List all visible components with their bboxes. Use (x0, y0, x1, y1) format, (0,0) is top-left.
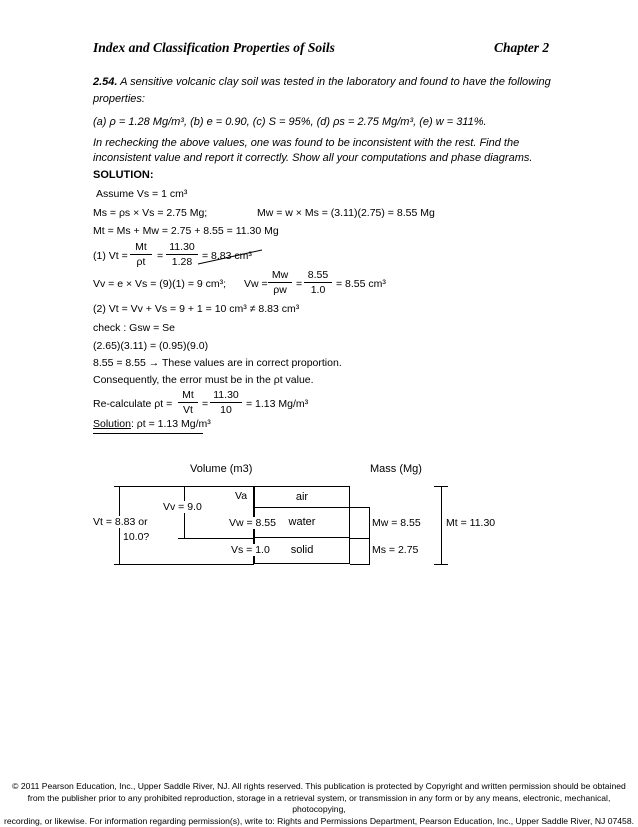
strikethrough-mark (196, 246, 266, 266)
vw-label: Vw = 8.55 (229, 517, 276, 529)
problem-statement (93, 76, 551, 88)
final-underline (93, 433, 203, 434)
mw-equation: Mw = w × Ms = (3.11)(2.75) = 8.55 Mg (257, 207, 435, 219)
air-label: air (255, 491, 349, 503)
footer-line-2: from the publisher prior to any prohibited reproduction, storage in a retrieval system, or transmission in any form or by any means, electronic, mechanical, photocopying, (0, 793, 638, 816)
mw-label: Mw = 8.55 (372, 517, 421, 529)
vw-fraction (268, 269, 292, 296)
vw-numerator-2: 8.55 (304, 269, 332, 281)
footer-line-1: © 2011 Pearson Education, Inc., Upper Saddle River, NJ. All rights reserved. This publication is protected by Copyright and written permission should be obtained (0, 781, 638, 793)
footer-line-3: recording, or likewise. For information regarding permission(s), write to: Rights and Permissions Department, Pearson Education, Inc., Upper Saddle River, NJ 07458. (0, 816, 638, 827)
vt-result: = 8.83 cm³ (202, 250, 252, 262)
vt-label: Vt = 8.83 or (93, 516, 148, 528)
vs-label: Vs = 1.0 (231, 544, 270, 556)
conclusion-line: Consequently, the error must be in the ρt value. (93, 374, 314, 386)
recheck-line-1: In rechecking the above values, one was found to be inconsistent with the rest. Find the (93, 137, 519, 149)
properties-list: (a) ρ = 1.28 Mg/m³, (b) e = 0.90, (c) S = 95%, (d) ρs = 2.75 Mg/m³, (e) w = 311%. (93, 116, 487, 128)
statement-line-2: properties: (93, 93, 145, 105)
mw-top-tick (350, 507, 370, 508)
copyright-footer (0, 781, 638, 827)
final-solution-label: Solution (93, 418, 131, 430)
ms-label: Ms = 2.75 (372, 544, 418, 556)
vt-sum-equation: (2) Vt = Vv + Vs = 9 + 1 = 10 cm³ ≠ 8.83 cm³ (93, 303, 299, 315)
recheck-line-2: inconsistent value and report it correctly. Show all your computations and phase diagrams. (93, 152, 532, 164)
vw-fraction-2 (304, 269, 332, 296)
vt-fraction-2 (166, 241, 198, 268)
recalc-fraction (178, 389, 198, 416)
check-result: 8.55 = 8.55 → These values are in correct proportion. (93, 357, 342, 369)
vt-denominator-2: 1.28 (166, 256, 198, 268)
air-phase-box (254, 486, 350, 508)
vt-bottom-tick (114, 564, 254, 565)
vw-equals: = (296, 278, 302, 290)
vw-prefix: Vw = (244, 278, 268, 290)
page-header-chapter: Chapter 2 (494, 40, 549, 56)
vw-denominator: ρw (268, 284, 292, 296)
vv-label: Vv = 9.0 (163, 501, 202, 513)
vt-numerator: Mt (130, 241, 152, 253)
check-line: check : Gsw = Se (93, 322, 175, 334)
vt-denominator: ρt (130, 256, 152, 268)
solution-heading: SOLUTION: (93, 169, 154, 181)
vt-prefix: (1) Vt = (93, 250, 128, 262)
recalc-numerator-2: 11.30 (210, 389, 242, 401)
final-solution-value: : ρt = 1.13 Mg/m³ (131, 418, 211, 430)
vv-bottom-tick (178, 538, 254, 539)
recalc-numerator: Mt (178, 389, 198, 401)
vw-result: = 8.55 cm³ (336, 278, 386, 290)
recalc-result: = 1.13 Mg/m³ (246, 398, 308, 410)
mass-dimension-line (369, 507, 370, 564)
final-solution (93, 418, 211, 430)
problem-number: 2.54. (93, 76, 117, 88)
check-numbers: (2.65)(3.11) = (0.95)(9.0) (93, 340, 208, 352)
vt-fraction (130, 241, 152, 268)
mass-axis-title: Mass (Mg) (370, 463, 422, 475)
recalc-equals: = (202, 398, 208, 410)
mw-bottom-tick (350, 538, 370, 539)
recalc-denominator: Vt (178, 404, 198, 416)
mt-dimension-line (441, 486, 442, 564)
recalc-prefix: Re-calculate ρt = (93, 398, 172, 410)
water-label: water (255, 516, 349, 528)
vw-denominator-2: 1.0 (304, 284, 332, 296)
vt-equals: = (157, 250, 163, 262)
volume-axis-title: Volume (m3) (190, 463, 252, 475)
mt-bottom-tick (434, 564, 448, 565)
mt-equation: Mt = Ms + Mw = 2.75 + 8.55 = 11.30 Mg (93, 225, 279, 237)
solid-label: solid (255, 544, 349, 556)
vt-label-alt: 10.0? (123, 531, 149, 543)
assume-line: Assume Vs = 1 cm³ (96, 188, 187, 200)
recalc-fraction-2 (210, 389, 242, 416)
ms-equation: Ms = ρs × Vs = 2.75 Mg; (93, 207, 207, 219)
vw-numerator: Mw (268, 269, 292, 281)
va-label: Va (235, 490, 247, 502)
mt-label: Mt = 11.30 (446, 517, 495, 529)
statement-line-1: A sensitive volcanic clay soil was tested in the laboratory and found to have the following (120, 76, 551, 88)
vt-numerator-2: 11.30 (166, 241, 198, 253)
vv-equation: Vv = e × Vs = (9)(1) = 9 cm³; (93, 278, 226, 290)
page-header-title: Index and Classification Properties of Soils (93, 40, 335, 56)
ms-bottom-tick (350, 564, 370, 565)
recalc-denominator-2: 10 (210, 404, 242, 416)
